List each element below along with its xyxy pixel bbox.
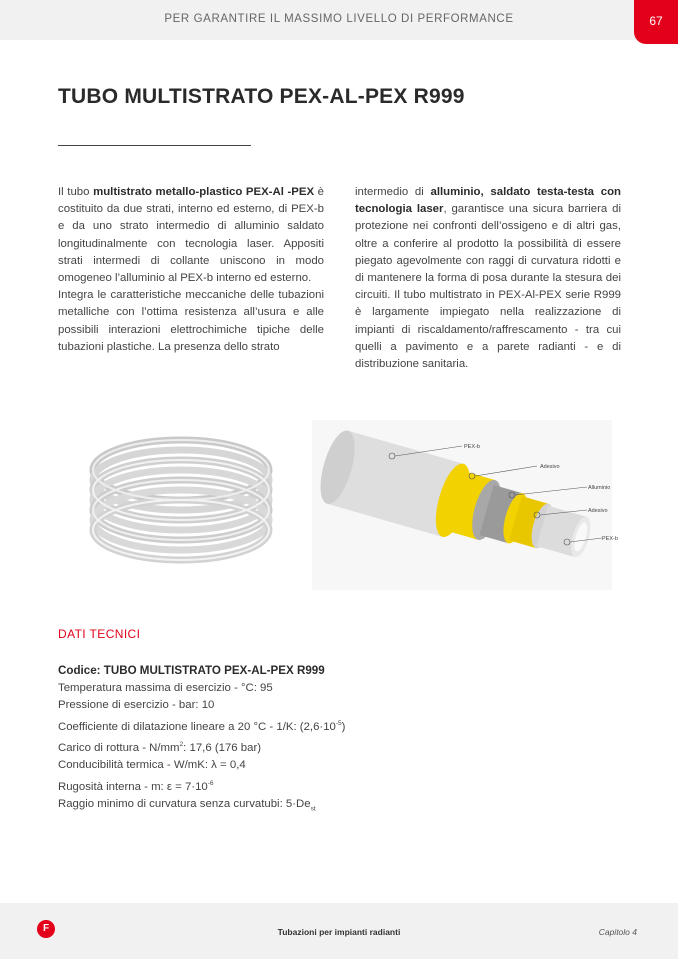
label-pex-outer: PEX-b bbox=[464, 444, 480, 450]
label-adhesive-inner: Adesivo bbox=[588, 508, 608, 514]
paragraph-1: Il tubo multistrato metallo-plastico PEX-Al -PEX è costituito da due strati, interno ed esterno, di PEX-b e da uno strato intermedio di alluminio saldato longitudinalmente con tecnologia laser. Appositi strati intermedi di collante uniscono in modo omogeneo l’alluminio al PEX-b interno ed esterno. bbox=[58, 186, 325, 285]
spec-roughness: Rugosità interna - m: $\varepsilon = 7\cdot 10^{-6}$ bbox=[58, 779, 214, 793]
label-aluminum: Alluminio bbox=[588, 485, 611, 491]
paragraph-3: intermedio di alluminio, saldato testa-testa con tecnologia laser, garantisce una sicura barriera di protezione nei confronti dell’ossigeno e di altri gas, oltre a conferire al prodotto la possibilità di essere piegato agevolmente con raggi di curvatura ridotti e di mantenere la forma di posa durante la stesura dei circuiti. Il tubo multistrato in PEX-Al-PEX serie R999 è largamente impiegato nella realizzazione di impianti di riscaldamento/raffrescamento - tra cui quelli a pavimento e a parete radianti - e di distribuzione sanitaria. bbox=[355, 186, 621, 371]
spec-code: Codice: TUBO MULTISTRATO PEX-AL-PEX R999 bbox=[58, 664, 325, 677]
spec-bend-radius: Raggio minimo di curvatura senza curvatubi: $5\cdot De_{st}$ bbox=[58, 797, 316, 813]
header-title: PER GARANTIRE IL MASSIMO LIVELLO DI PERFORMANCE bbox=[164, 13, 514, 25]
page-title: TUBO MULTISTRATO PEX-AL-PEX R999 bbox=[58, 85, 465, 108]
spec-breaking-load: Carico di rottura - $N/mm^2$: 17,6 (176 bar) bbox=[58, 740, 262, 754]
tech-data-heading: DATI TECNICI bbox=[58, 627, 141, 641]
pipe-layers-diagram bbox=[312, 420, 618, 590]
spec-pressure: Pressione di esercizio - bar: 10 bbox=[58, 699, 215, 711]
spec-temperature: Temperatura massima di esercizio - °C: 95 bbox=[58, 681, 273, 694]
header-bar bbox=[0, 0, 678, 40]
pipe-coil-image bbox=[86, 420, 276, 568]
label-pex-inner: PEX-b bbox=[602, 536, 618, 542]
brand-logo-icon: F bbox=[37, 920, 55, 938]
footer-chapter: Capitolo 4 bbox=[598, 927, 637, 937]
label-adhesive-outer: Adesivo bbox=[540, 464, 560, 470]
tech-specs-list bbox=[58, 662, 345, 818]
page-number: 67 bbox=[634, 0, 678, 44]
text-column-left bbox=[58, 184, 324, 356]
paragraph-2: Integra le caratteristiche meccaniche delle tubazioni metalliche con l’ottima resistenza all’usura e alle possibili interazioni elettrochimiche tipiche delle tubazioni plastiche. La presenza dello strato bbox=[58, 289, 324, 353]
text-column-right bbox=[355, 184, 621, 373]
footer-section-title: Tubazioni per impianti radianti bbox=[277, 927, 401, 937]
title-divider bbox=[58, 145, 251, 146]
spec-dilatation: Coefficiente di dilatazione lineare a 20 °C - 1/K: $(2,6\cdot 10^{-5})$ bbox=[58, 719, 346, 733]
spec-conductivity: Conducibilità termica - W/mK: λ = 0,4 bbox=[58, 759, 246, 772]
